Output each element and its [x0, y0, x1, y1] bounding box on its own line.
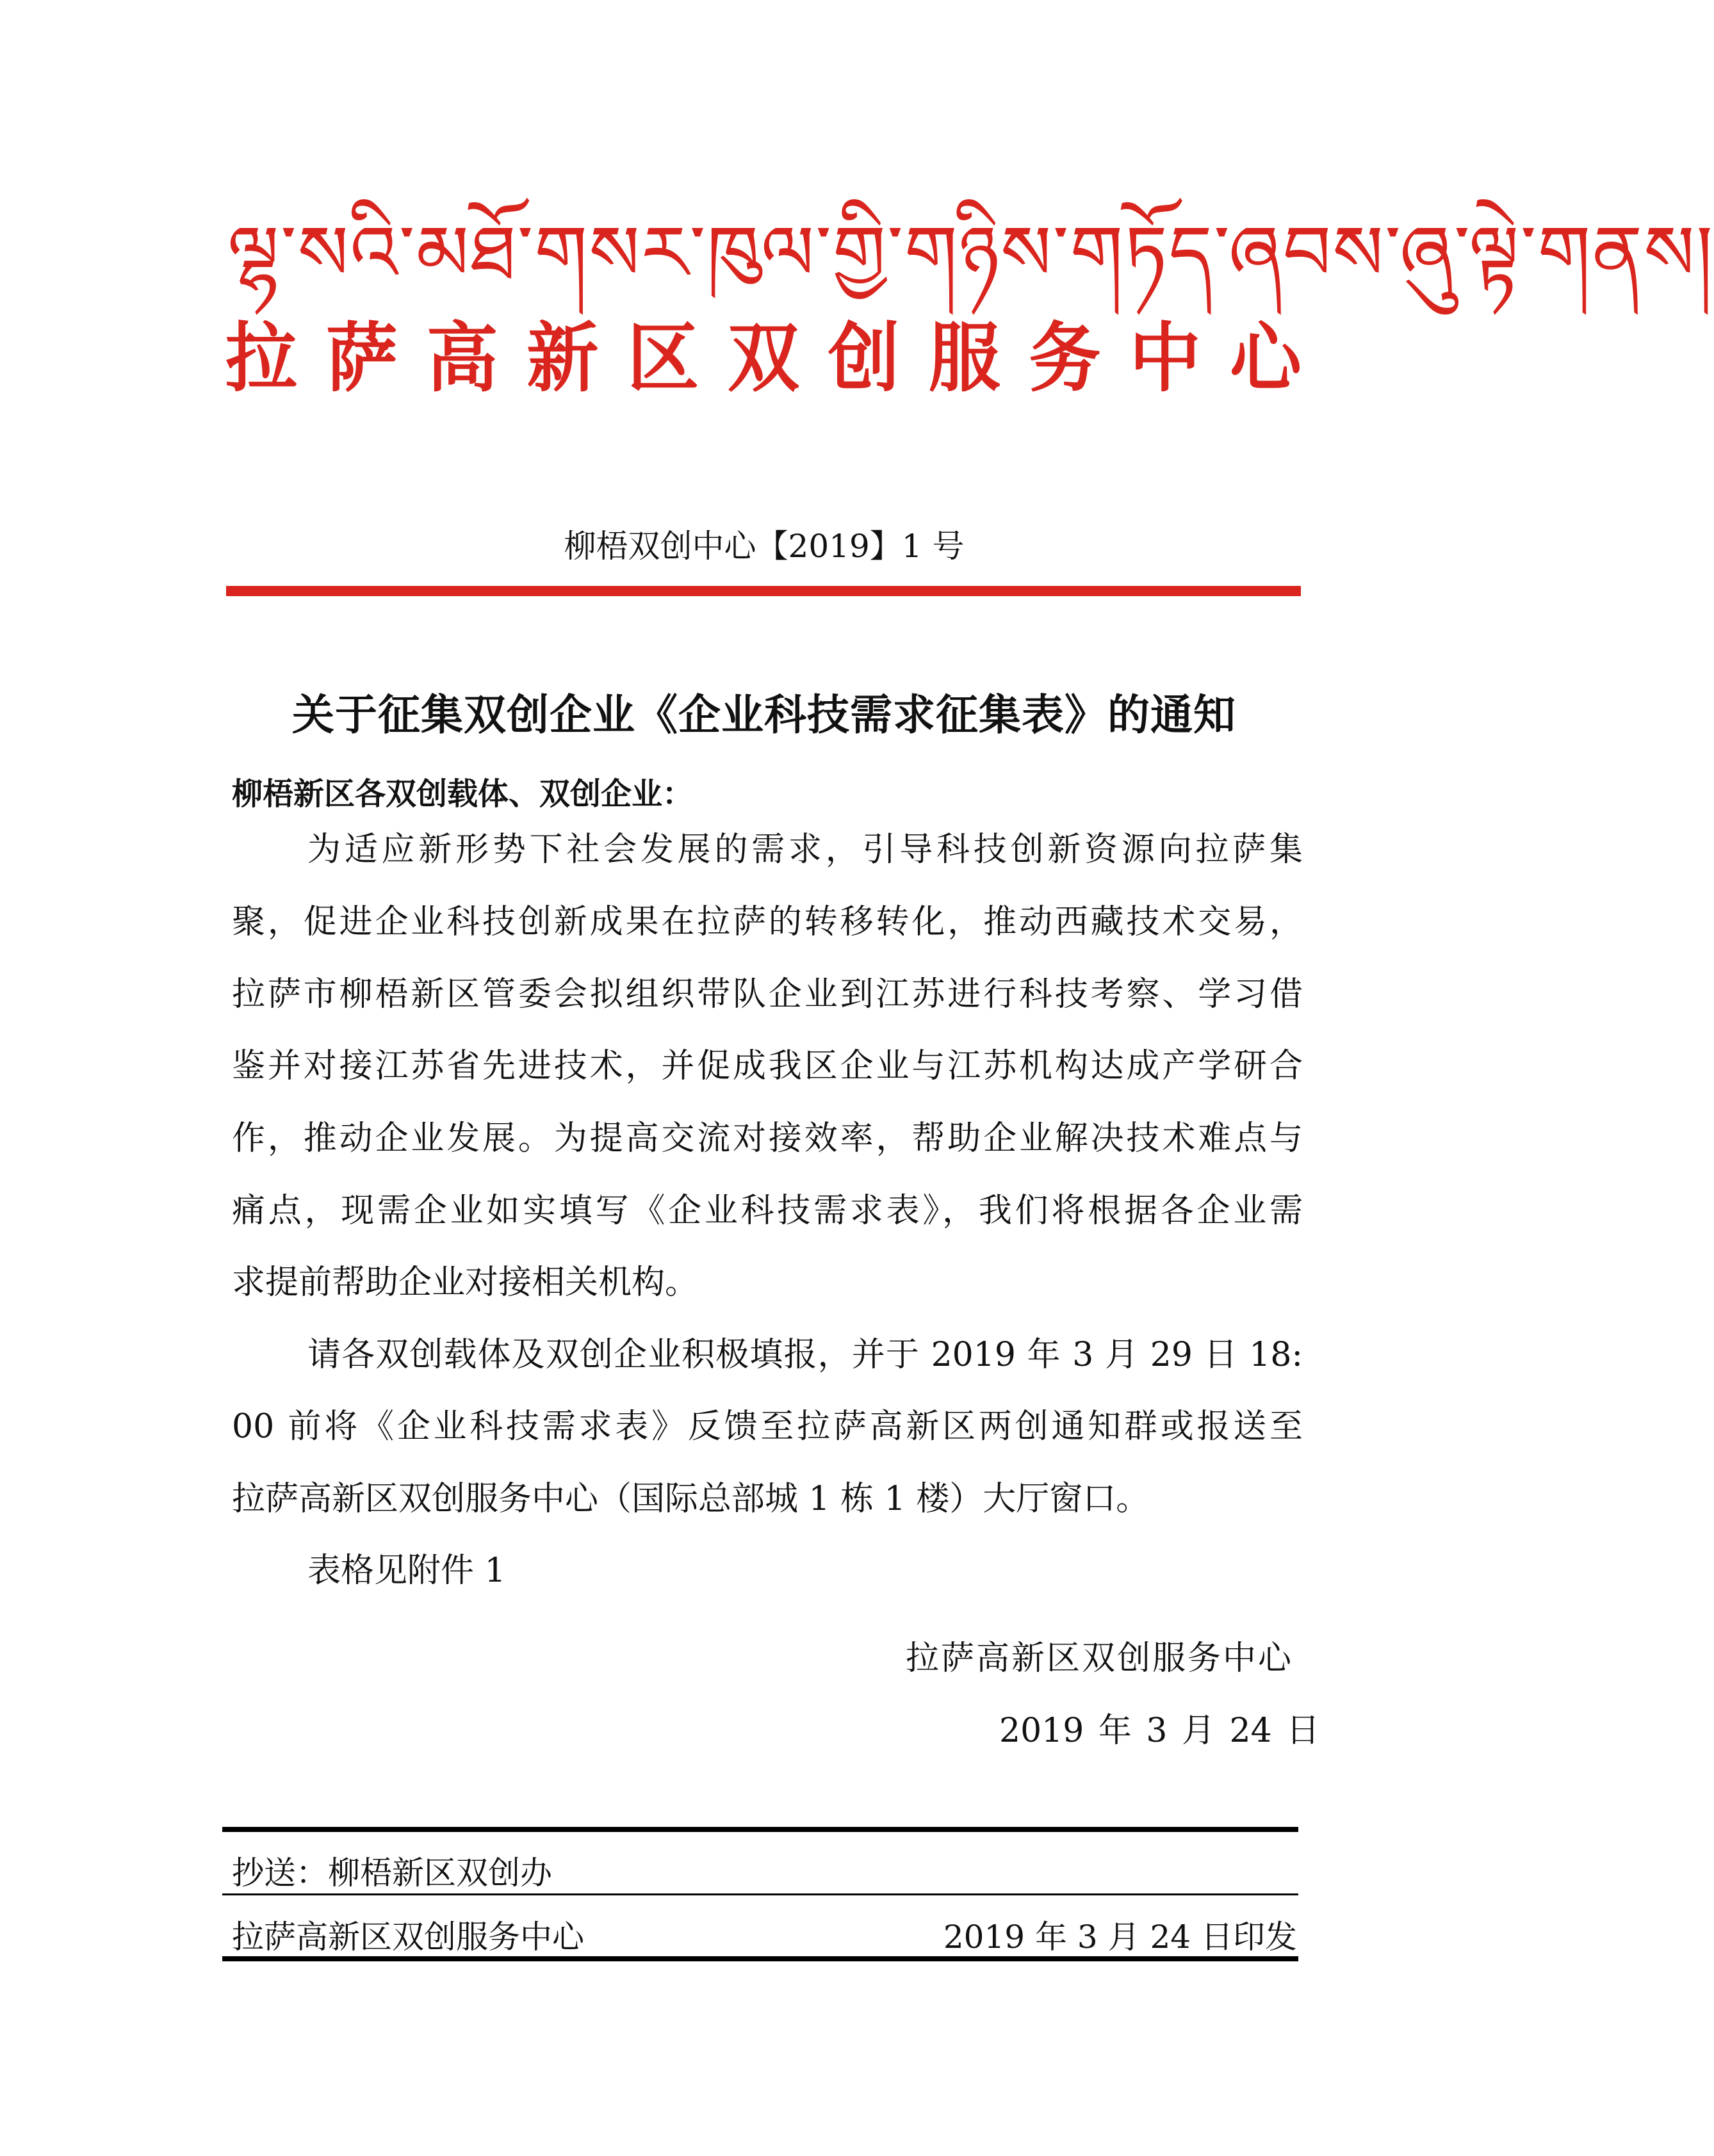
body-line: 作，推动企业发展。为提高交流对接效率，帮助企业解决技术难点与	[232, 1119, 1303, 1158]
org-name-char: 萨	[325, 314, 398, 403]
body-line: 00 前将《企业科技需求表》反馈至拉萨高新区两创通知群或报送至	[232, 1407, 1303, 1446]
body-line: 聚，促进企业科技创新成果在拉萨的转移转化，推动西藏技术交易，	[232, 903, 1303, 941]
body-line: 痛点，现需企业如实填写《企业科技需求表》，我们将根据各企业需	[232, 1192, 1303, 1230]
org-name-header	[225, 314, 1302, 403]
tibetan-org-name: ལྷ་སའི་མཐོ་གསར་ཁུལ་གྱི་གཉིས་གཏོད་ཞབས་ཞུ་ལྟེ་གནས།	[227, 209, 1714, 297]
org-name-char: 高	[426, 314, 498, 403]
body-line: 鉴并对接江苏省先进技术，并促成我区企业与江苏机构达成产学研合	[232, 1047, 1303, 1085]
issuer-org: 拉萨高新区双创服务中心	[232, 1918, 584, 1956]
org-name-char: 中	[1129, 314, 1202, 403]
org-name-char: 拉	[225, 314, 297, 403]
footer-top-rule	[222, 1827, 1298, 1832]
org-name-char: 心	[1229, 314, 1302, 403]
org-name-char: 双	[727, 314, 799, 403]
org-name-char: 区	[627, 314, 699, 403]
document-number: 柳梧双创中心【2019】1 号	[564, 528, 965, 565]
body-line: 拉萨市柳梧新区管委会拟组织带队企业到江苏进行科技考察、学习借	[232, 975, 1303, 1014]
salutation: 柳梧新区各双创载体、双创企业：	[232, 776, 694, 812]
cc-line: 抄送：柳梧新区双创办	[232, 1854, 552, 1892]
body-line: 为适应新形势下社会发展的需求，引导科技创新资源向拉萨集	[307, 831, 1303, 869]
signature-date: 2019 年 3 月 24 日	[999, 1712, 1320, 1750]
org-name-char: 新	[526, 314, 599, 403]
body-line: 求提前帮助企业对接相关机构。	[232, 1263, 699, 1302]
red-header-divider	[226, 586, 1301, 596]
body-line: 拉萨高新区双创服务中心（国际总部城 1 栋 1 楼）大厅窗口。	[232, 1480, 1150, 1518]
org-name-char: 服	[928, 314, 1000, 403]
footer-bottom-rule	[222, 1956, 1298, 1961]
org-name-char: 创	[828, 314, 900, 403]
body-line: 请各双创载体及双创企业积极填报，并于 2019 年 3 月 29 日 18:	[307, 1336, 1303, 1374]
signature-org: 拉萨高新区双创服务中心	[906, 1639, 1294, 1678]
footer-middle-rule	[222, 1893, 1298, 1895]
notice-title: 关于征集双创企业《企业科技需求征集表》的通知	[292, 690, 1236, 740]
attachment-note: 表格见附件 1	[307, 1552, 506, 1590]
org-name-char: 务	[1029, 314, 1101, 403]
issue-date: 2019 年 3 月 24 日印发	[943, 1918, 1297, 1956]
